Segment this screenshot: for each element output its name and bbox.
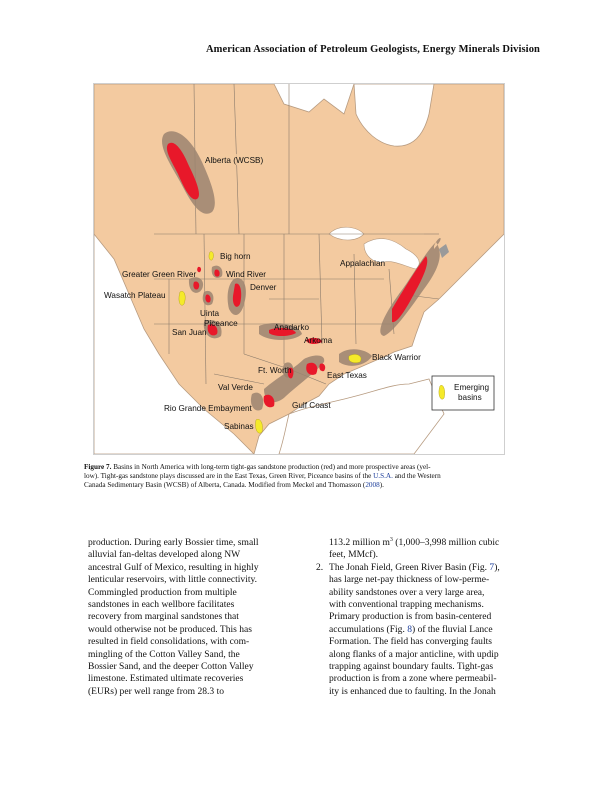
- label-san-juan: San Juan: [172, 328, 207, 337]
- caption-link-year[interactable]: 2008: [365, 481, 380, 489]
- label-rio-grande: Rio Grande Embayment: [164, 404, 252, 413]
- item-line: production is from a zone where permeabil-: [329, 673, 497, 685]
- map-svg: [94, 84, 504, 454]
- body-line: Bossier Sand, and the deeper Cotton Valley: [88, 661, 254, 673]
- label-alberta: Alberta (WCSB): [205, 156, 264, 165]
- label-black-warrior: Black Warrior: [372, 353, 421, 362]
- body-line: lenticular reservoirs, with little connectivity.: [88, 574, 258, 586]
- figure-caption: [84, 463, 514, 490]
- body-line: recovery from marginal sandstones that: [88, 611, 239, 623]
- caption-text-d: Canada Sedimentary Basin (WCSB) of Alberta, Canada. Modified from Meckel and Thomasson (: [84, 481, 366, 489]
- label-anadarko: Anadarko: [274, 323, 310, 332]
- fig8-link[interactable]: 8: [407, 623, 412, 635]
- legend-emerging-swatch: [439, 385, 445, 399]
- caption-link-usa[interactable]: U.S.A.: [373, 472, 393, 480]
- north-america-basin-map: [93, 83, 505, 455]
- label-sabinas: Sabinas: [224, 422, 254, 431]
- body-column-right: [316, 537, 520, 698]
- caption-text-c: and the Western: [392, 472, 441, 480]
- body-continuation: [316, 537, 520, 549]
- item-line: along flanks of a major anticline, with updip: [329, 648, 499, 660]
- label-appalachian: Appalachian: [340, 259, 386, 268]
- item-line: [329, 562, 520, 574]
- label-val-verde: Val Verde: [218, 383, 253, 392]
- running-header: American Association of Petroleum Geologists, Energy Minerals Division: [205, 44, 540, 55]
- label-ft-worth: Ft. Worth: [258, 366, 292, 375]
- fig7-link[interactable]: 7: [489, 561, 495, 573]
- caption-text-b: low). Tight-gas sandstone plays discussed are in the East Texas, Green River, Piceance basins of the: [84, 472, 374, 480]
- body-line: Commingled production from multiple: [88, 586, 237, 598]
- item-text: ) of the fluvial Lance: [412, 623, 493, 635]
- body-line: production. During early Bossier time, small: [88, 537, 259, 548]
- body-line: mingling of the Cotton Valley Sand, the: [88, 648, 240, 660]
- item-line: trapping against boundary faults. Tight-gas: [329, 661, 494, 673]
- label-arkoma: Arkoma: [304, 336, 333, 345]
- body-line: limestone. Estimated ultimate recoveries: [88, 673, 244, 685]
- body-line: sandstones in each wellbore facilitates: [88, 599, 235, 611]
- cont-text-a: 113.2 million m: [329, 537, 390, 548]
- item-line: [329, 624, 520, 636]
- body-line: alluvial fan-deltas developed along NW: [88, 549, 241, 561]
- caption-text-a: Basins in North America with long-term tight-gas sandstone production (red) and more prospective areas (yel-: [111, 463, 431, 471]
- label-greater-green-river: Greater Green River: [122, 270, 197, 279]
- body-column-left: [88, 537, 288, 698]
- item-text: accumulations (Fig.: [329, 623, 408, 635]
- body-line: would otherwise not be produced. This has: [88, 623, 252, 635]
- item-line: has large net-pay thickness of low-perme-: [329, 574, 490, 586]
- item-line: Formation. The field has converging faults: [329, 636, 492, 648]
- body-line: ancestral Gulf of Mexico, resulting in highly: [88, 561, 259, 573]
- map-legend: [432, 376, 494, 410]
- cont-text-b: (1,000–3,998 million cubic: [392, 537, 500, 548]
- label-denver: Denver: [250, 283, 277, 292]
- body-line: resulted in field consolidations, with com-: [88, 636, 250, 648]
- numbered-item-2: [316, 562, 520, 698]
- label-gulf-coast: Gulf Coast: [292, 401, 331, 410]
- item-line: Primary production is from basin-centered: [329, 611, 492, 623]
- label-uinta: Uinta: [200, 309, 220, 318]
- caption-text-e: ).: [379, 481, 384, 489]
- label-east-texas: East Texas: [327, 371, 367, 380]
- caption-label: Figure 7.: [84, 463, 112, 471]
- item-line: ability sandstones over a very large area,: [329, 586, 485, 598]
- item-number: 2.: [316, 561, 324, 573]
- legend-line2: basins: [458, 393, 482, 402]
- item-line: ity is enhanced due to faulting. In the Jonah: [329, 685, 496, 697]
- label-wasatch: Wasatch Plateau: [104, 291, 166, 300]
- cont-sup: 3: [389, 536, 393, 543]
- body-line: (EURs) per well range from 28.3 to: [88, 685, 225, 697]
- item-line: with conventional trapping mechanisms.: [329, 599, 484, 611]
- label-bighorn: Big horn: [220, 252, 251, 261]
- label-wind-river: Wind River: [226, 270, 267, 279]
- legend-line1: Emerging: [454, 383, 490, 392]
- item-text: ),: [494, 561, 500, 573]
- label-piceance: Piceance: [204, 319, 238, 328]
- item-text: The Jonah Field, Green River Basin (Fig.: [329, 561, 490, 573]
- body-continuation-2: feet, MMcf).: [329, 549, 379, 561]
